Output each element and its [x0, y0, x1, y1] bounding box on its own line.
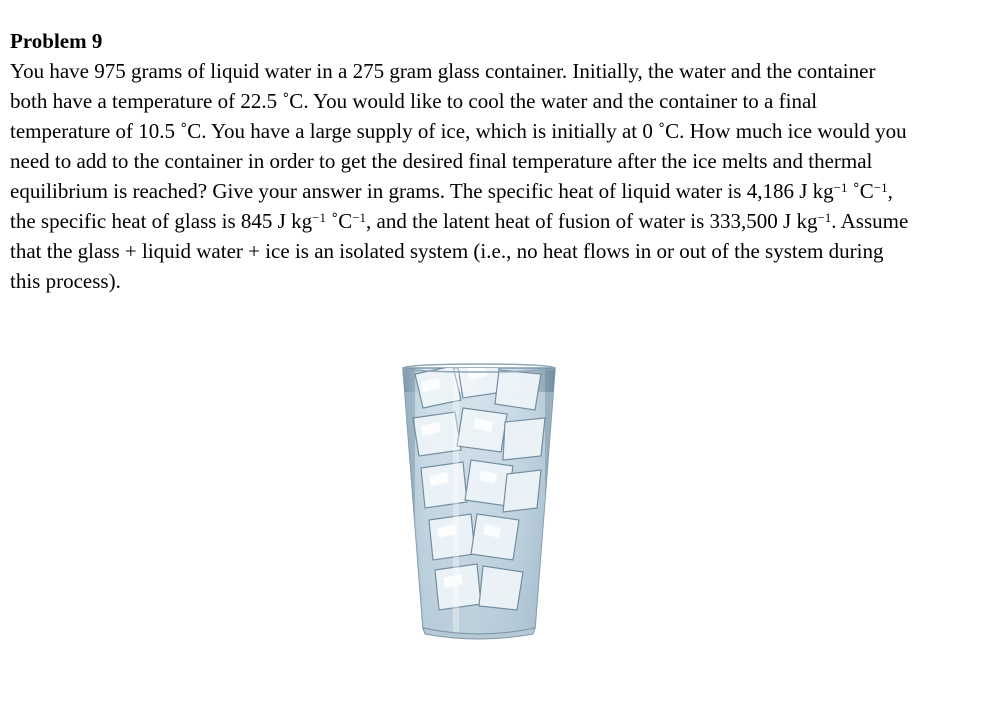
statement-text-2: ˚C	[847, 179, 874, 203]
statement-text-1: You have 975 grams of liquid water in a 275 gram glass container. Initially, the water and the container both have a temperature of 22.5 ˚C. You would like to cool the water and the container to a final temperature of 10.5 ˚C. You have a large supply of ice, which is initially at 0 ˚C. How much ice would you need to add to the container in order to get the desired final temperature after the ice melts and thermal equilibrium is reached? Give your answer in grams. The specific heat of liquid water is 4,186 J kg	[10, 59, 907, 203]
exponent-5: −1	[817, 210, 832, 225]
problem-block	[10, 26, 910, 296]
statement-text-6: . Assume that the glass + liquid water + ice is an isolated system (i.e., no heat flows in or out of the system during this process).	[10, 209, 909, 293]
glass-of-ice-water-icon	[395, 352, 563, 642]
exponent-3: −1	[312, 210, 326, 225]
statement-text-3: , the specific heat of glass is 845 J kg	[10, 179, 893, 233]
problem-title: Problem 9	[10, 29, 103, 53]
exponent-1: −1	[833, 180, 848, 195]
problem-statement	[10, 56, 910, 296]
statement-text-5: , and the latent heat of fusion of water is 333,500 J kg	[366, 209, 818, 233]
exponent-2: −1	[873, 180, 888, 195]
exponent-4: −1	[352, 210, 367, 225]
statement-text-4: ˚C	[325, 209, 353, 233]
